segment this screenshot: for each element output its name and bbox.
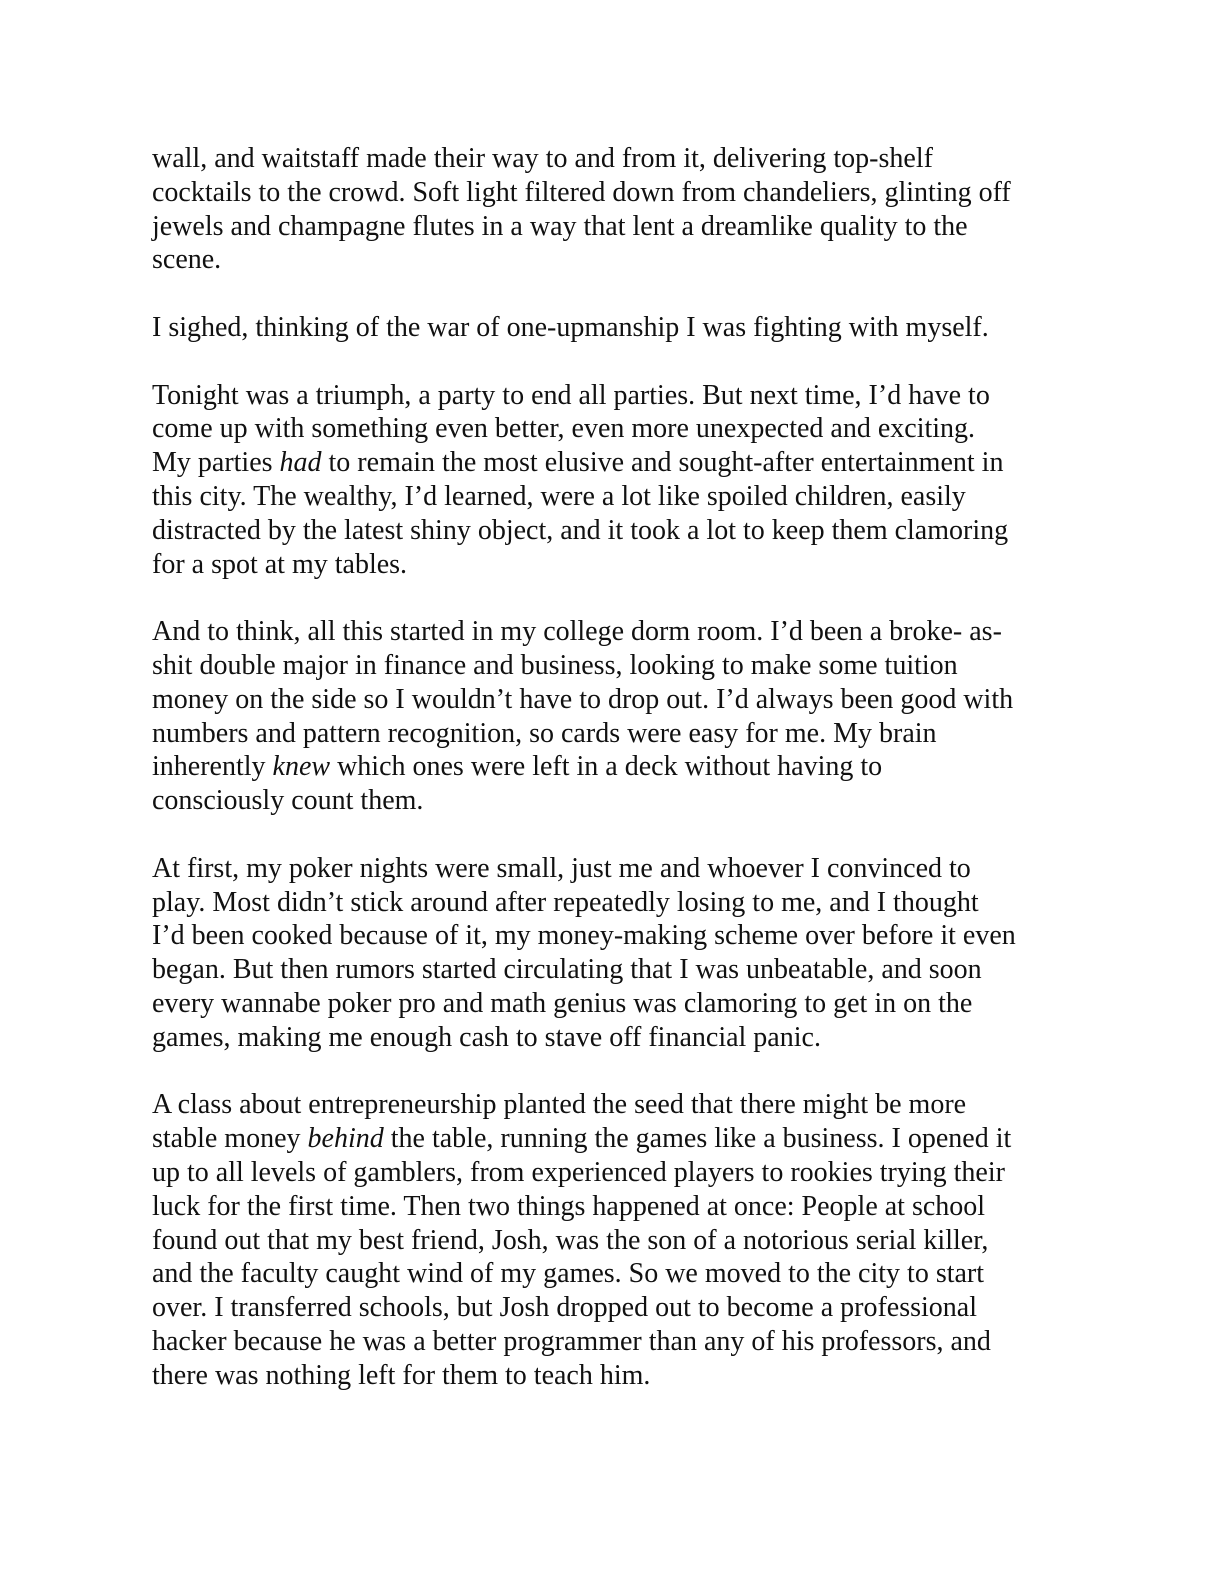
text-run: And to think, all this started in my college dorm room. I’d been a broke- as- (152, 616, 1002, 648)
text-run: over. I transferred schools, but Josh dropped out to become a professional (152, 1292, 978, 1324)
text-run: cocktails to the crowd. Soft light filtered down from chandeliers, glinting off (152, 176, 1011, 208)
italic-text: behind (307, 1123, 384, 1155)
text-line (152, 1224, 1072, 1258)
paragraph (152, 379, 1072, 582)
text-run: and the faculty caught wind of my games. So we moved to the city to start (152, 1258, 985, 1290)
text-run: wall, and waitstaff made their way to and from it, delivering top-shelf (152, 143, 933, 174)
paragraph (152, 615, 1072, 818)
text-run: numbers and pattern recognition, so cards were easy for me. My brain (152, 717, 937, 749)
text-line (152, 750, 1072, 784)
text-line (152, 1088, 1072, 1122)
text-run: money on the side so I wouldn’t have to drop out. I’d always been good with (152, 683, 1014, 715)
text-run: for a spot at my tables. (152, 548, 408, 580)
text-line (152, 311, 1072, 345)
text-run: which ones were left in a deck without having to (330, 751, 883, 783)
text-run: jewels and champagne flutes in a way that lent a dreamlike quality to the (152, 210, 968, 242)
text-line (152, 210, 1072, 244)
text-line (152, 142, 1072, 176)
text-line (152, 412, 1072, 446)
italic-text: had (279, 447, 322, 479)
text-line (152, 1021, 1072, 1055)
text-run: the table, running the games like a business. I opened it (383, 1123, 1012, 1155)
text-line (152, 548, 1072, 582)
text-run: distracted by the latest shiny object, and it took a lot to keep them clamoring (152, 514, 1009, 546)
text-line (152, 886, 1072, 920)
text-line (152, 1190, 1072, 1224)
paragraph (152, 311, 1072, 345)
text-line (152, 1257, 1072, 1291)
document-page (152, 142, 1072, 1426)
text-run: come up with something even better, even more unexpected and exciting. (152, 413, 976, 445)
text-line (152, 176, 1072, 210)
text-run: scene. (152, 244, 222, 276)
text-line (152, 852, 1072, 886)
text-run: play. Most didn’t stick around after repeatedly losing to me, and I thought (152, 886, 979, 918)
text-line (152, 1156, 1072, 1190)
text-run: hacker because he was a better programmer than any of his professors, and (152, 1325, 991, 1357)
text-run: shit double major in finance and business, looking to make some tuition (152, 649, 958, 681)
text-run: I sighed, thinking of the war of one-upmanship I was fighting with myself. (152, 311, 989, 343)
text-line (152, 514, 1072, 548)
paragraph (152, 142, 1072, 277)
text-line (152, 1122, 1072, 1156)
text-line (152, 683, 1072, 717)
text-line (152, 1325, 1072, 1359)
text-line (152, 919, 1072, 953)
text-run: every wannabe poker pro and math genius was clamoring to get in on the (152, 987, 973, 1019)
text-run: A class about entrepreneurship planted the seed that there might be more (152, 1089, 967, 1121)
text-run: consciously count them. (152, 785, 424, 817)
text-line (152, 243, 1072, 277)
text-line (152, 1359, 1072, 1393)
text-run: up to all levels of gamblers, from experienced players to rookies trying their (152, 1156, 1005, 1188)
text-run: luck for the first time. Then two things happened at once: People at school (152, 1190, 986, 1222)
text-run: At first, my poker nights were small, just me and whoever I convinced to (152, 852, 971, 884)
text-line (152, 379, 1072, 413)
text-line (152, 987, 1072, 1021)
text-run: My parties (152, 447, 280, 479)
text-line (152, 615, 1072, 649)
text-line (152, 446, 1072, 480)
text-run: to remain the most elusive and sought-after entertainment in (321, 447, 1004, 479)
text-run: this city. The wealthy, I’d learned, were a lot like spoiled children, easily (152, 480, 966, 512)
text-line (152, 953, 1072, 987)
text-run: inherently (152, 751, 273, 783)
italic-text: knew (272, 751, 331, 783)
text-line (152, 1291, 1072, 1325)
text-run: there was nothing left for them to teach him. (152, 1359, 651, 1391)
text-run: Tonight was a triumph, a party to end all parties. But next time, I’d have to (152, 379, 990, 411)
text-run: found out that my best friend, Josh, was the son of a notorious serial killer, (152, 1224, 989, 1256)
text-line (152, 784, 1072, 818)
text-line (152, 480, 1072, 514)
text-run: began. But then rumors started circulating that I was unbeatable, and soon (152, 954, 982, 986)
text-run: I’d been cooked because of it, my money-making scheme over before it even (152, 920, 1016, 952)
paragraph (152, 1088, 1072, 1392)
text-line (152, 649, 1072, 683)
text-run: games, making me enough cash to stave off financial panic. (152, 1021, 821, 1053)
text-line (152, 717, 1072, 751)
paragraph (152, 852, 1072, 1055)
text-run: stable money (152, 1123, 308, 1155)
